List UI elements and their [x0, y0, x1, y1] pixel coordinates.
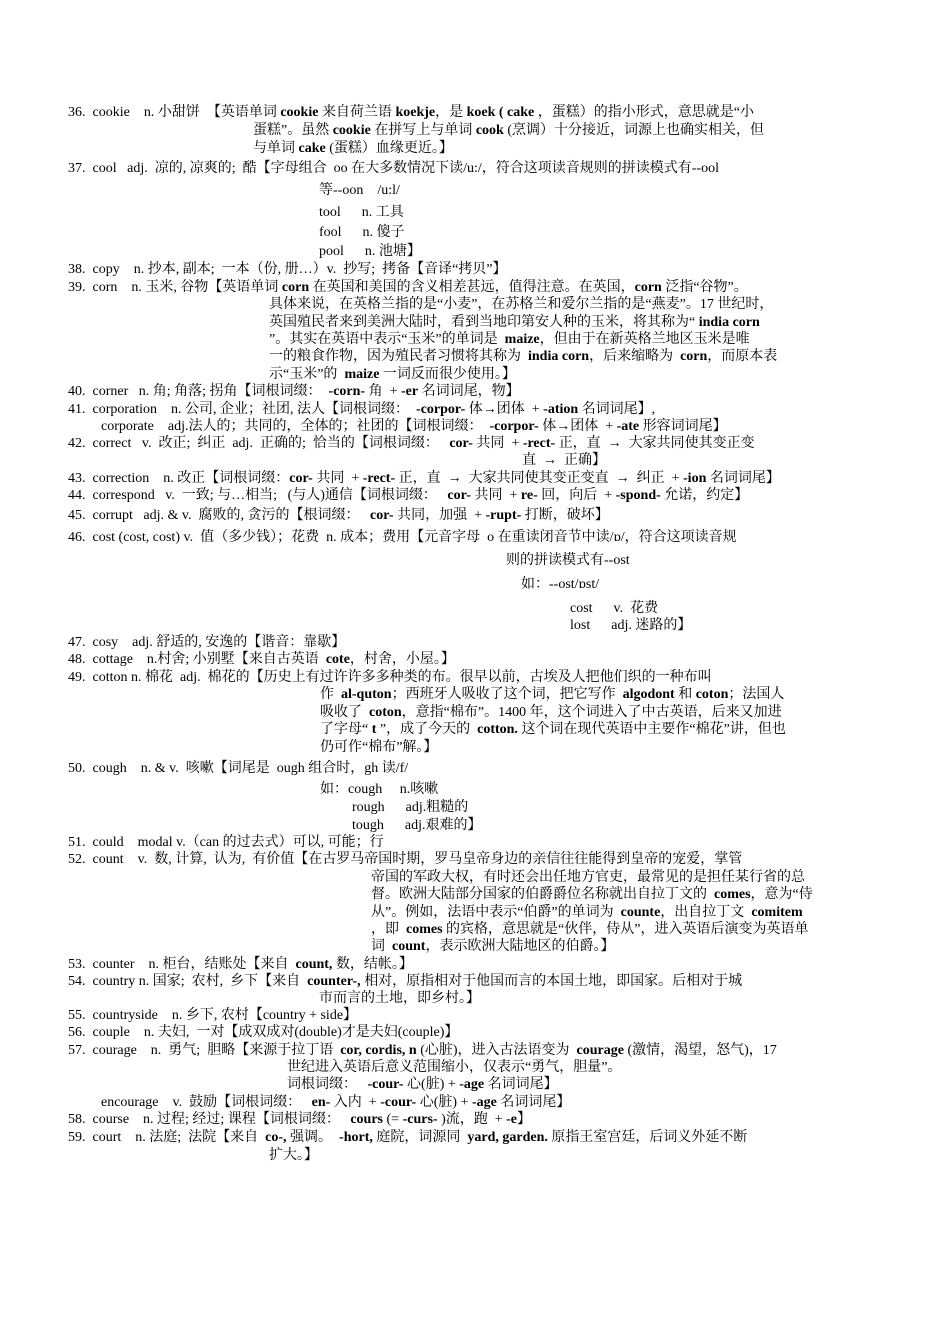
text-line: 37. cool adj. 凉的, 凉爽的; 酷【字母组合 oo 在大多数情况下读/u:/，符合这项读音规则的拼读模式有--ool	[68, 161, 719, 176]
text-line: 43. correction n. 改正【词根词缀：cor- 共同 + -rect- 正，直 → 大家共同使其变正变直 → 纠正 + -ion 名词词尾】	[68, 471, 780, 486]
text-line: 38. copy n. 抄本, 副本; 一本（份, 册…）v. 抄写; 拷备【音译“拷贝”】	[68, 262, 507, 277]
text-line: 53. counter n. 柜台，结账处【来自 count, 数，结帐。】	[68, 957, 413, 972]
text-line: tool n. 工具	[319, 205, 404, 220]
text-line: 仍可作“棉布”解。】	[320, 740, 438, 755]
text-line: pool n. 池塘】	[319, 244, 421, 259]
text-line: 56. couple n. 夫妇, 一对【成双成对(double)才是夫妇(couple)】	[68, 1025, 459, 1040]
text-line: ”。其实在英语中表示“玉米”的单词是 maize，但由于在新英格兰地区玉米是唯	[269, 332, 750, 347]
text-line: 40. corner n. 角; 角落; 拐角【词根词缀： -corn- 角 + -er 名词词尾，物】	[68, 384, 520, 399]
text-line: 50. cough n. & v. 咳嗽【词尾是 ough 组合时，gh 读/f/	[68, 761, 409, 776]
text-line: corporate adj.法人的；共同的，全体的；社团的【词根词缀： -corpor- 体→团体 + -ate 形容词词尾】	[101, 419, 727, 434]
text-line: 58. course n. 过程; 经过; 课程【词根词缀： cours (= -curs- )流，跑 + -e】	[68, 1112, 532, 1127]
text-line: 36. cookie n. 小甜饼 【英语单词 cookie 来自荷兰语 koekje，是 koek ( cake ，蛋糕）的指小形式，意思就是“小	[68, 105, 754, 120]
text-line: 如：cough n.咳嗽	[320, 782, 439, 797]
text-line: 44. correspond v. 一致; 与…相当; (与人)通信【词根词缀： cor- 共同 + re- 回，向后 + -spond- 允诺，约定】	[68, 488, 749, 503]
text-line: 39. corn n. 玉米, 谷物【英语单词 corn 在英国和美国的含义相差甚远，值得注意。在英国，corn 泛指“谷物”。	[68, 280, 748, 295]
text-line: 了字母“ t ”，成了今天的 cotton. 这个词在现代英语中主要作“棉花”讲，但也	[320, 722, 786, 737]
text-line: rough adj.粗糙的	[352, 800, 469, 815]
text-line: 46. cost (cost, cost) v. 值（多少钱）；花费 n. 成本；费用【元音字母 o 在重读闭音节中读/ɒ/，符合这项读音规	[68, 530, 737, 545]
text-line: 扩大。】	[269, 1148, 318, 1163]
text-line: 52. count v. 数, 计算, 认为, 有价值【在古罗马帝国时期，罗马皇帝身边的亲信往往能得到皇帝的宠爱，掌管	[68, 852, 743, 867]
text-line: fool n. 傻子	[319, 225, 405, 240]
text-line: 48. cottage n.村舍; 小别墅【来自古英语 cote，村舍，小屋。】	[68, 652, 455, 667]
text-line: 词 count，表示欧洲大陆地区的伯爵。】	[371, 939, 615, 954]
text-line: 市而言的土地，即乡村。】	[319, 991, 480, 1006]
text-line: 则的拼读模式有--ost	[506, 553, 630, 568]
text-line: 示“玉米”的 maize 一词反而很少使用。】	[269, 367, 516, 382]
text-line: 59. court n. 法庭; 法院【来自 co-, 强调。 -hort, 庭院，词源同 yard, garden. 原指王室宫廷，后词义外延不断	[68, 1130, 748, 1145]
text-line: 词根词缀： -cour- 心(脏) + -age 名词词尾】	[287, 1077, 558, 1092]
text-line: 具体来说，在英格兰指的是“小麦”，在苏格兰和爱尔兰指的是“燕麦”。17 世纪时，	[269, 297, 774, 312]
text-line: 57. courage n. 勇气; 胆略【来源于拉丁语 cor, cordis, n (心脏)，进入古法语变为 courage (激情，渴望，怒气)，17	[68, 1043, 777, 1058]
text-line: 42. correct v. 改正; 纠正 adj. 正确的; 恰当的【词根词缀： cor- 共同 + -rect- 正，直 → 大家共同使其变正变	[68, 436, 755, 451]
text-line: tough adj.艰难的】	[352, 818, 482, 833]
text-line: 等--oon /u:l/	[319, 183, 400, 198]
text-line: 49. cotton n. 棉花 adj. 棉花的【历史上有过许许多多种类的布。很早以前，古埃及人把他们织的一种布叫	[68, 670, 712, 685]
text-line: 吸收了 coton，意指“棉布”。1400 年，这个词进入了中古英语，后来又加进	[320, 705, 782, 720]
text-line: 作 al-quton；西班牙人吸收了这个词，把它写作 algodont 和 coton；法国人	[320, 687, 785, 702]
text-line: 帝国的军政大权，有时还会出任地方官吏，最常见的是担任某行省的总	[371, 870, 805, 885]
text-line: lost adj. 迷路的】	[570, 618, 692, 633]
text-line: 54. country n. 国家; 农村, 乡下【来自 counter-, 相对，原指相对于他国而言的本国土地，即国家。后相对于城	[68, 974, 743, 989]
text-line: 直 → 正确】	[522, 453, 606, 468]
text-line: 英国殖民者来到美洲大陆时，看到当地印第安人种的玉米，将其称为“ india corn	[269, 315, 760, 330]
text-line: 47. cosy adj. 舒适的, 安逸的【谐音：靠歇】	[68, 635, 346, 650]
text-line: 41. corporation n. 公司, 企业；社团, 法人【词根词缀： -corpor- 体→团体 + -ation 名词词尾】,	[68, 402, 656, 417]
text-line: encourage v. 鼓励【词根词缀： en- 入内 + -cour- 心(脏) + -age 名词词尾】	[101, 1095, 571, 1110]
text-line: cost v. 花费	[570, 601, 659, 616]
text-line: 从”。例如，法语中表示“伯爵”的单词为 counte，出自拉丁文 comitem	[371, 905, 803, 920]
text-line: ，即 comes 的宾格，意思就是“伙伴，侍从”，进入英语后演变为英语单	[371, 922, 809, 937]
text-line: 如：--ost/ɒst/	[521, 577, 600, 592]
text-line: 世纪进入英语后意义范围缩小，仅表示“勇气，胆量”。	[287, 1060, 622, 1075]
text-line: 与单词 cake (蛋糕）血缘更近。】	[253, 141, 453, 156]
text-line: 督。欧洲大陆部分国家的伯爵爵位名称就出自拉丁文的 comes，意为“侍	[371, 887, 813, 902]
text-line: 45. corrupt adj. & v. 腐败的, 贪污的【根词缀： cor- 共同，加强 + -rupt- 打断，破坏】	[68, 508, 609, 523]
text-line: 一的粮食作物，因为殖民者习惯将其称为 india corn，后来缩略为 corn，而原本表	[269, 349, 778, 364]
text-line: 蛋糕”。虽然 cookie 在拼写上与单词 cook (烹调）十分接近，词源上也确实相关，但	[253, 123, 764, 138]
text-line: 51. could modal v.（can 的过去式）可以, 可能；行	[68, 835, 384, 850]
text-line: 55. countryside n. 乡下, 农村【country + side】	[68, 1008, 358, 1023]
